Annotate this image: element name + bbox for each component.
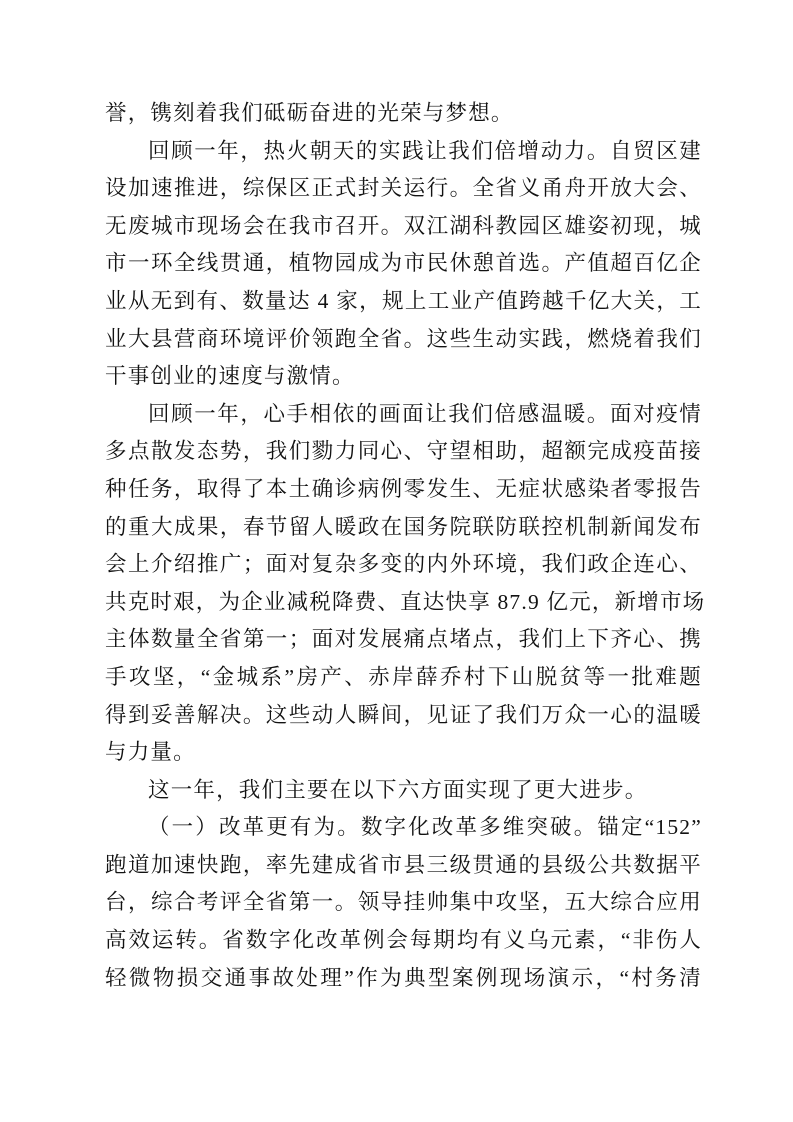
text-line: 得到妥善解决。这些动人瞬间，见证了我们万众一心的温暖 <box>105 702 702 727</box>
text-line: 共克时艰，为企业减税降费、直达快享 87.9 亿元，新增市场 <box>105 589 706 614</box>
text-line: 无废城市现场会在我市召开。双江湖科教园区雄姿初现，城 <box>105 213 702 238</box>
text-line: 会上介绍推广；面对复杂多变的内外环境，我们政企连心、 <box>105 552 702 577</box>
text-line: 种任务，取得了本土确诊病例零发生、无症状感染者零报告 <box>105 476 702 501</box>
text-line: 回顾一年，热火朝天的实践让我们倍增动力。自贸区建 <box>148 138 702 163</box>
text-line: 轻微物损交通事故处理”作为典型案例现场演示，“村务清 <box>105 965 702 990</box>
text-line: 业从无到有、数量达 4 家，规上工业产值跨越千亿大关，工 <box>105 288 702 313</box>
text-line: 多点散发态势，我们勠力同心、守望相助，超额完成疫苗接 <box>105 439 702 464</box>
text-line: （一）改革更有为。数字化改革多维突破。锚定“152” <box>148 815 702 840</box>
text-line: 与力量。 <box>105 740 196 765</box>
text-line: 干事创业的速度与激情。 <box>105 364 355 389</box>
text-line: 市一环全线贯通，植物园成为市民休憩首选。产值超百亿企 <box>105 251 702 276</box>
text-line: 跑道加速快跑，率先建成省市县三级贯通的县级公共数据平 <box>105 852 702 877</box>
text-line: 手攻坚，“金城系”房产、赤岸薛乔村下山脱贫等一批难题 <box>105 664 702 689</box>
document-text-block <box>105 95 706 997</box>
text-line: 业大县营商环境评价领跑全省。这些生动实践，燃烧着我们 <box>105 326 702 351</box>
text-line: 设加速推进，综保区正式封关运行。全省义甬舟开放大会、 <box>105 176 702 201</box>
text-line: 誉，镌刻着我们砥砺奋进的光荣与梦想。 <box>105 101 514 125</box>
text-line: 高效运转。省数字化改革例会每期均有义乌元素，“非伤人 <box>105 928 702 953</box>
text-line: 主体数量全省第一；面对发展痛点堵点，我们上下齐心、携 <box>105 627 702 652</box>
text-line: 的重大成果，春节留人暖政在国务院联防联控机制新闻发布 <box>105 514 702 539</box>
text-line: 回顾一年，心手相依的画面让我们倍感温暖。面对疫情 <box>148 401 702 426</box>
text-line: 台，综合考评全省第一。领导挂帅集中攻坚，五大综合应用 <box>105 890 702 915</box>
text-line: 这一年，我们主要在以下六方面实现了更大进步。 <box>148 777 648 802</box>
